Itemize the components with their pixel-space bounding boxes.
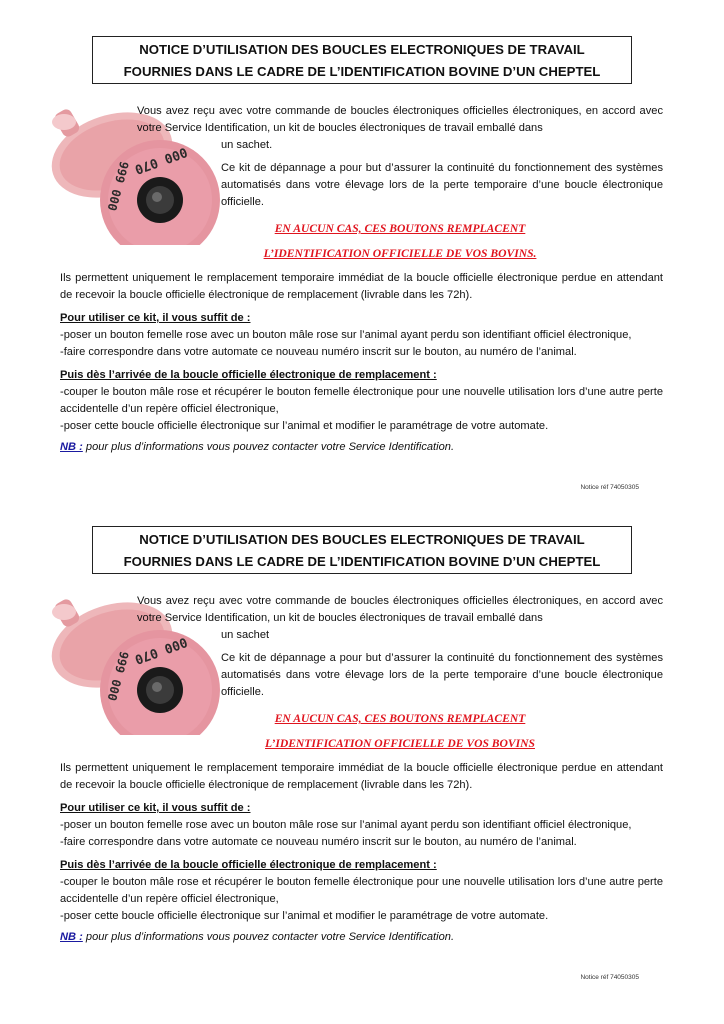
title-line-2: FOURNIES DANS LE CADRE DE L’IDENTIFICATION BOVINE D’UN CHEPTEL: [123, 554, 601, 569]
notice-reference: Notice réf 74050305: [580, 484, 639, 491]
title-line-2: FOURNIES DANS LE CADRE DE L’IDENTIFICATION BOVINE D’UN CHEPTEL: [123, 64, 601, 79]
usage-step-1: -poser un bouton femelle rose avec un bouton mâle rose sur l’animal ayant perdu son identifiant officiel électronique,: [60, 819, 632, 831]
replacement-step-1: -couper le bouton mâle rose et récupérer le bouton femelle électronique pour une nouvelle utilisation lors d’une autre perte accidentelle d’un repère officiel électronique,: [60, 386, 663, 415]
intro-paragraph-1-end: un sachet: [221, 629, 270, 641]
intro-paragraph-1-end: un sachet.: [221, 139, 273, 151]
intro-text: [137, 593, 663, 701]
replacement-step-2: -poser cette boucle officielle électronique sur l’animal et modifier le paramétrage de votre automate.: [60, 910, 549, 922]
intro-paragraph-1: Vous avez reçu avec votre commande de boucles électroniques officielles électroniques, en accord avec votre Service Identification, un kit de boucles électroniques de travail emballé dans: [137, 595, 663, 624]
intro-paragraph-2: Ce kit de dépannage a pour but d’assurer la continuité du fonctionnement des systèmes automatisés dans votre élevage lors de la perte temporaire d’une boucle électronique officielle.: [221, 162, 663, 208]
tag-number-top: 000 070: [132, 633, 190, 667]
notice-title: [92, 526, 632, 574]
usage-step-1: -poser un bouton femelle rose avec un bouton mâle rose sur l’animal ayant perdu son identifiant officiel électronique,: [60, 329, 632, 341]
intro-text: [137, 103, 663, 211]
notice-title: [92, 36, 632, 84]
notice-2: [0, 490, 724, 990]
title-line-1: NOTICE D’UTILISATION DES BOUCLES ELECTRONIQUES DE TRAVAIL: [139, 532, 585, 547]
notice-reference: Notice réf 74050305: [580, 974, 639, 981]
nb-label: NB :: [60, 931, 83, 943]
purpose-paragraph: Ils permettent uniquement le remplacement temporaire immédiat de la boucle officielle électronique perdue en attendant de recevoir la boucle officielle électronique de remplacement (livrable dans les 72h).: [60, 762, 663, 791]
nb-label: NB :: [60, 441, 83, 453]
notice-1: [0, 0, 724, 500]
nb-note: [60, 929, 663, 946]
tag-number-side: 000 666: [105, 650, 132, 703]
replacement-step-1: -couper le bouton mâle rose et récupérer le bouton femelle électronique pour une nouvelle utilisation lors d’une autre perte accidentelle d’un repère officiel électronique,: [60, 876, 663, 905]
warning-line-1: EN AUCUN CAS, CES BOUTONS REMPLACENT: [274, 712, 526, 725]
tag-number-side: 000 666: [105, 160, 132, 213]
usage-step-2: -faire correspondre dans votre automate ce nouveau numéro inscrit sur le bouton, au numéro de l’animal.: [60, 346, 577, 358]
purpose-paragraph: Ils permettent uniquement le remplacement temporaire immédiat de la boucle officielle électronique perdue en attendant de recevoir la boucle officielle électronique de remplacement (livrable dans les 72h).: [60, 272, 663, 301]
instructions: [60, 760, 663, 946]
nb-note: [60, 439, 663, 456]
replacement-heading: Puis dès l’arrivée de la boucle officielle électronique de remplacement :: [60, 859, 437, 871]
tag-number-top: 000 070: [132, 143, 190, 177]
warning-line-2: L’IDENTIFICATION OFFICIELLE DE VOS BOVINS: [265, 737, 535, 750]
replacement-step-2: -poser cette boucle officielle électronique sur l’animal et modifier le paramétrage de votre automate.: [60, 420, 549, 432]
usage-step-2: -faire correspondre dans votre automate ce nouveau numéro inscrit sur le bouton, au numéro de l’animal.: [60, 836, 577, 848]
nb-text: pour plus d’informations vous pouvez contacter votre Service Identification.: [82, 931, 455, 943]
title-line-1: NOTICE D’UTILISATION DES BOUCLES ELECTRONIQUES DE TRAVAIL: [139, 42, 585, 57]
intro-paragraph-1: Vous avez reçu avec votre commande de boucles électroniques officielles électroniques, en accord avec votre Service Identification, un kit de boucles électroniques de travail emballé dans: [137, 105, 663, 134]
usage-heading: Pour utiliser ce kit, il vous suffit de :: [60, 802, 251, 814]
warning-line-2: L’IDENTIFICATION OFFICIELLE DE VOS BOVINS.: [263, 247, 537, 260]
usage-heading: Pour utiliser ce kit, il vous suffit de :: [60, 312, 251, 324]
nb-text: pour plus d’informations vous pouvez contacter votre Service Identification.: [82, 441, 455, 453]
warning-line-1: EN AUCUN CAS, CES BOUTONS REMPLACENT: [274, 222, 526, 235]
instructions: [60, 270, 663, 456]
intro-paragraph-2: Ce kit de dépannage a pour but d’assurer la continuité du fonctionnement des systèmes automatisés dans votre élevage lors de la perte temporaire d’une boucle électronique officielle.: [221, 652, 663, 698]
replacement-heading: Puis dès l’arrivée de la boucle officielle électronique de remplacement :: [60, 369, 437, 381]
